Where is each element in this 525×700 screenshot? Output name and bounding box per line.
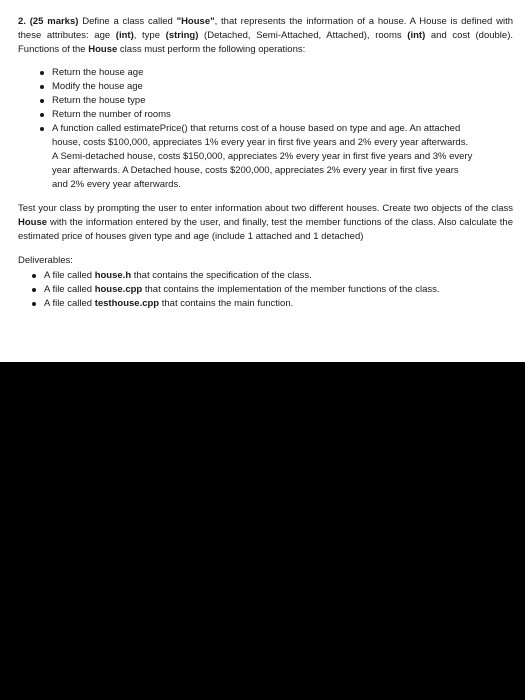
operations-list: [18, 66, 513, 192]
deliverables-list: [18, 269, 513, 311]
question-paragraph: [18, 15, 513, 57]
class-name: House: [18, 217, 48, 228]
test-text: Test your class by prompting the user to enter information about two different houses. Create two objects of the class: [18, 203, 513, 214]
list-item: A file called house.cpp that contains the implementation of the member functions of the class.: [32, 283, 513, 297]
list-item: Return the number of rooms: [40, 108, 513, 122]
list-item: A file called testhouse.cpp that contains the main function.: [32, 297, 513, 311]
deliverables-title: Deliverables:: [18, 255, 73, 266]
class-name: House: [88, 44, 118, 55]
list-item: Return the house type: [40, 94, 513, 108]
type-int: (int): [407, 30, 426, 41]
file-name: house.cpp: [94, 284, 143, 295]
class-name-quoted: "House": [176, 16, 215, 27]
question-text: , type: [133, 30, 166, 41]
question-text: Define a class called: [78, 16, 177, 27]
question-text: class must perform the following operations:: [117, 44, 306, 55]
question-marks: (25 marks): [29, 16, 79, 27]
list-item: Return the house age: [40, 66, 513, 80]
list-item: Modify the house age: [40, 80, 513, 94]
question-text: and cost (double). Functions of the: [18, 30, 513, 55]
question-text: (Detached, Semi-Attached, Attached), rooms: [198, 30, 408, 41]
type-string: (string): [165, 30, 199, 41]
type-int: (int): [115, 30, 134, 41]
file-name: testhouse.cpp: [94, 298, 160, 309]
black-area: [0, 362, 525, 700]
test-text: with the information entered by the user, and finally, test the member functions of the class. Also calculate the estimated price of houses given type and age (include 1 attached and 1 detached): [18, 217, 513, 242]
question-text: , that represents the information of a house. A House is defined with these attributes: age: [18, 16, 513, 41]
question-number: 2.: [18, 16, 26, 27]
list-item: A file called house.h that contains the specification of the class.: [32, 269, 513, 283]
file-name: house.h: [94, 270, 132, 281]
test-paragraph: [18, 202, 513, 244]
list-item: A function called estimatePrice() that returns cost of a house based on type and age. An attached house, costs $100,000, appreciates 1% every year in first five years and 2% every year afterwards. A Semi-detached house, costs $150,000, appreciates 2% every year in first five years and 3% every year afterwards. A Detached house, costs $200,000, appreciates 2% every year in first five years and 2% every year afterwards.: [40, 122, 513, 192]
